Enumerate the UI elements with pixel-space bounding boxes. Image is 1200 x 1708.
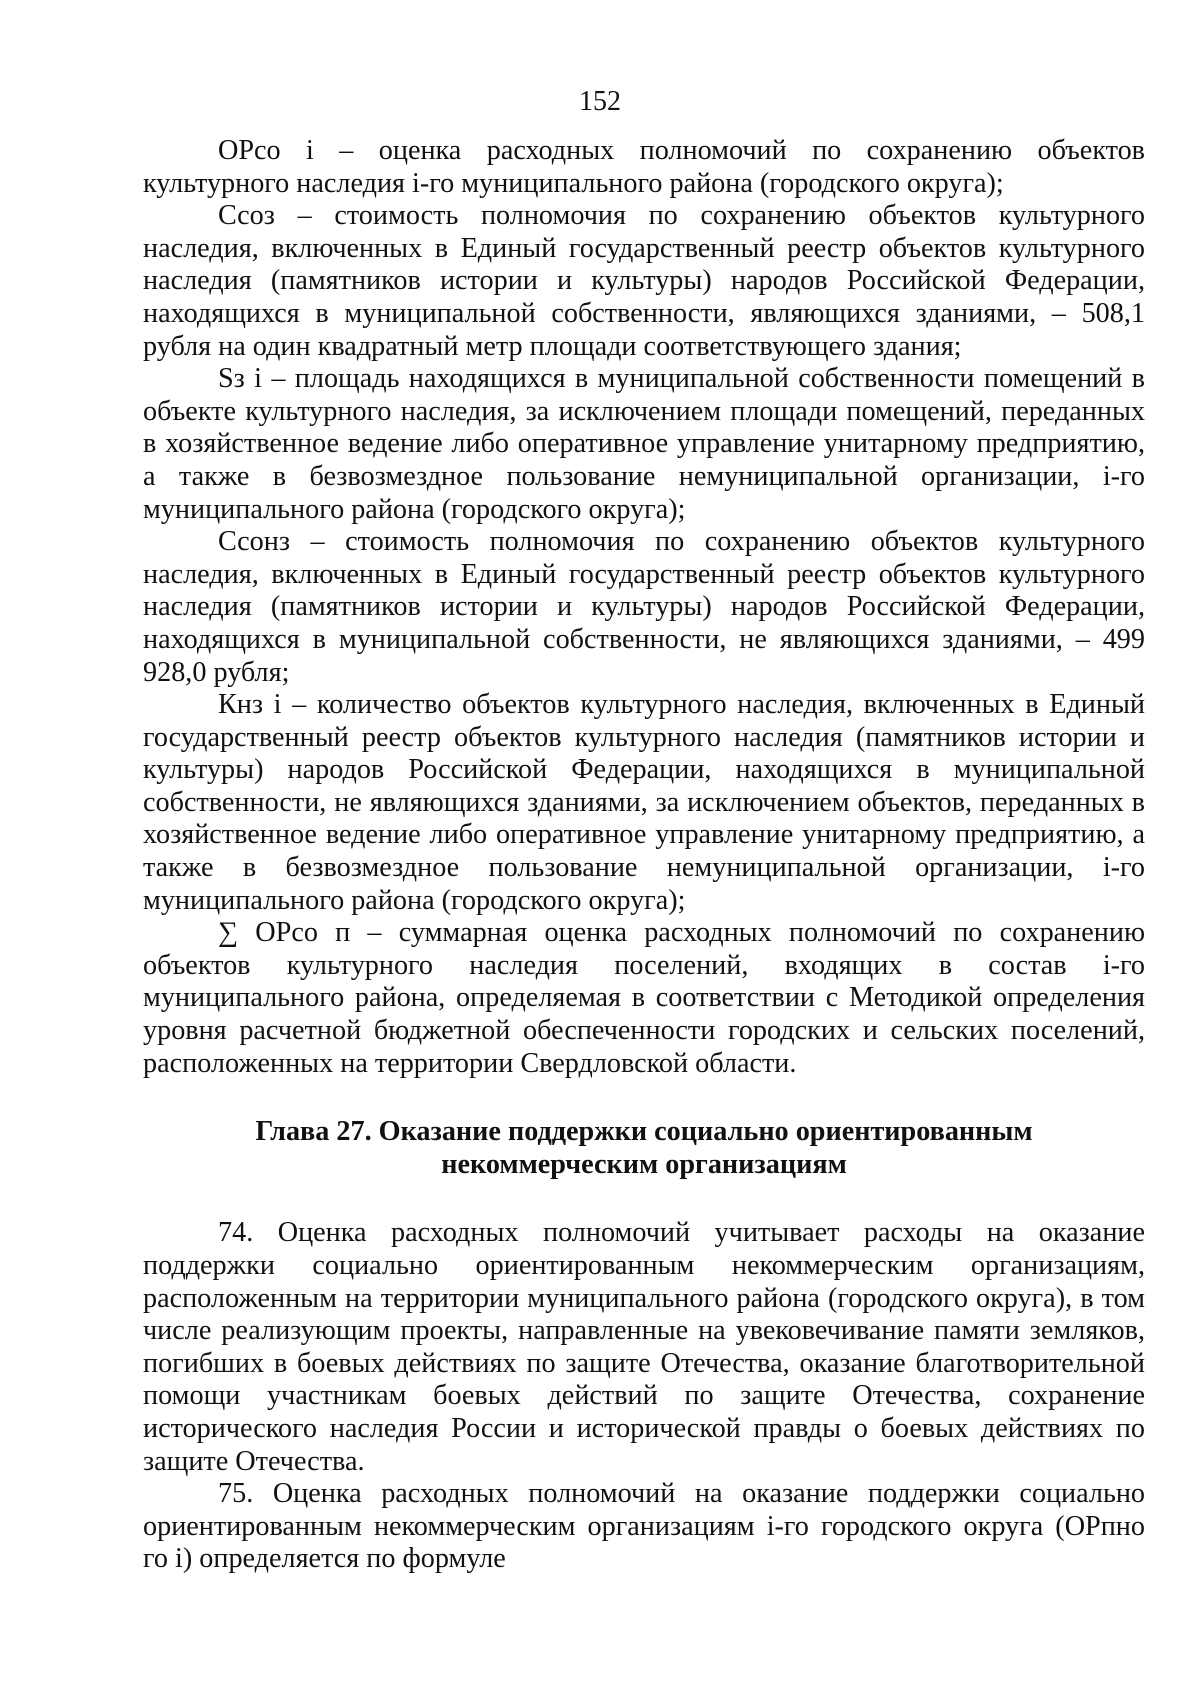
clause-74: 74. Оценка расходных полномочий учитывает расходы на оказание поддержки социально ориентированным некоммерческим организациям, расположенным на территории муниципального района (городского округа), в том числе реализующим проекты, направленные на увековечивание памяти земляков, погибших в боевых действиях по защите Отечества, оказание благотворительной помощи участникам боевых действий по защите Отечества, сохранение исторического наследия России и исторической правды о боевых действиях по защите Отечества. [143, 1217, 1145, 1477]
definition-knz: Кнз i – количество объектов культурного наследия, включенных в Единый государственный реестр объектов культурного наследия (памятников истории и культуры) народов Российской Федерации, находящихся в муниципальной собственности, не являющихся зданиями, за исключением объектов, переданных в хозяйственное ведение либо оперативное управление унитарному предприятию, а также в безвозмездное пользование немуниципальной организации, i-го муниципального района (городского округа); [143, 689, 1145, 916]
chapter-heading [143, 1116, 1145, 1181]
definition-csonz: Ссонз – стоимость полномочия по сохранению объектов культурного наследия, включенных в Единый государственный реестр объектов культурного наследия (памятников истории и культуры) народов Российской Федерации, находящихся в муниципальной собственности, не являющихся зданиями, – 499 928,0 рубля; [143, 526, 1145, 688]
definition-sum-orso: ∑ ОРсо п – суммарная оценка расходных полномочий по сохранению объектов культурного наследия поселений, входящих в состав i-го муниципального района, определяемая в соответствии с Методикой определения уровня расчетной бюджетной обеспеченности городских и сельских поселений, расположенных на территории Свердловской области. [143, 917, 1145, 1079]
chapter-title-line-2: некоммерческим организациям [441, 1148, 847, 1180]
definition-csoz: Ссоз – стоимость полномочия по сохранению объектов культурного наследия, включенных в Единый государственный реестр объектов культурного наследия (памятников истории и культуры) народов Российской Федерации, находящихся в муниципальной собственности, являющихся зданиями, – 508,1 рубля на один квадратный метр площади соответствующего здания; [143, 200, 1145, 362]
clause-75: 75. Оценка расходных полномочий на оказание поддержки социально ориентированным некоммерческим организациям i-го городского округа (ОРпно го i) определяется по формуле [143, 1478, 1145, 1575]
page-number: 152 [579, 86, 621, 117]
definition-orso: ОРсо i – оценка расходных полномочий по сохранению объектов культурного наследия i-го муниципального района (городского округа); [143, 135, 1145, 199]
document-body [143, 135, 1145, 1576]
definition-sz: Sз i – площадь находящихся в муниципальной собственности помещений в объекте культурного наследия, за исключением площади помещений, переданных в хозяйственное ведение либо оперативное управление унитарному предприятию, а также в безвозмездное пользование немуниципальной организации, i-го муниципального района (городского округа); [143, 363, 1145, 525]
chapter-title-line-1: Глава 27. Оказание поддержки социально ориентированным [255, 1116, 1033, 1148]
